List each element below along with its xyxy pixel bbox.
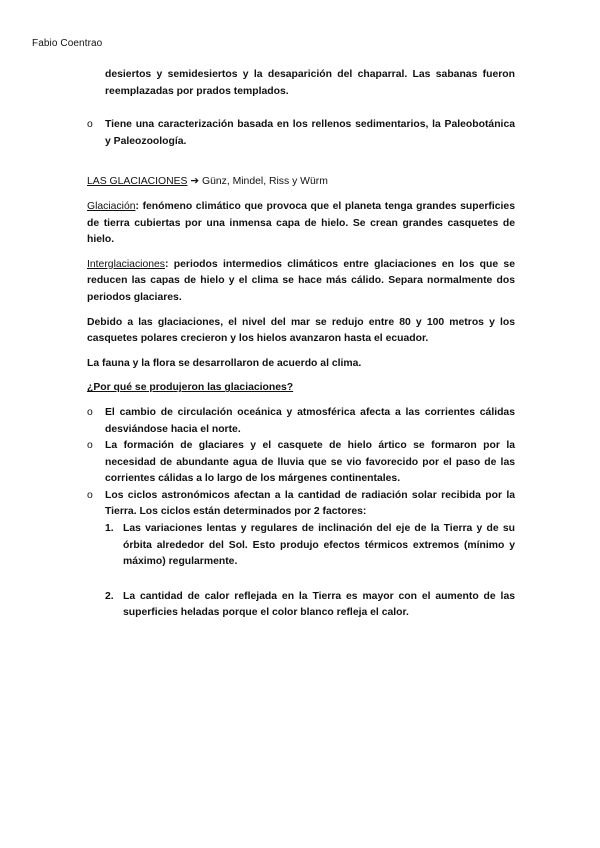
factor-text: La cantidad de calor reflejada en la Tierra es mayor con el aumento de las superficies heladas porque el color blanco refleja el calor. bbox=[123, 590, 515, 619]
factor-number: 2. bbox=[105, 590, 114, 602]
factor-item bbox=[87, 521, 515, 571]
nivel-mar-paragraph: Debido a las glaciaciones, el nivel del mar se redujo entre 80 y 100 metros y los casquetes polares crecieron y los hielos avanzaron hasta el ecuador. bbox=[87, 316, 515, 345]
list-item bbox=[87, 488, 515, 521]
interglaciaciones-paragraph bbox=[87, 257, 515, 307]
document-body bbox=[87, 67, 515, 622]
bullet-marker: o bbox=[87, 119, 93, 131]
header-author: Fabio Coentrao bbox=[32, 38, 103, 49]
list-item-text: La formación de glaciares y el casquete de hielo ártico se formaron por la necesidad de abundante agua de lluvia que se vio favorecido por el paso de las corrientes cálidas a lo largo de los márgenes continentales. bbox=[105, 440, 515, 485]
intro-bullet bbox=[87, 117, 515, 150]
section-heading-title: LAS GLACIACIONES bbox=[87, 176, 188, 188]
factor-text: Las variaciones lentas y regulares de inclinación del eje de la Tierra y de su órbita alrededor del Sol. Esto produjo efectos térmicos extremos (mínimo y máximo) regularmente. bbox=[123, 523, 515, 568]
bullet-marker: o bbox=[87, 406, 93, 418]
list-item bbox=[87, 438, 515, 488]
section-heading-rest: Günz, Mindel, Riss y Würm bbox=[201, 176, 328, 188]
bullet-marker: o bbox=[87, 440, 93, 452]
arrow-icon: ➔ bbox=[190, 176, 200, 188]
bullet-marker: o bbox=[87, 489, 93, 501]
list-item bbox=[87, 405, 515, 438]
section-heading bbox=[87, 174, 515, 191]
glaciacion-definition: : fenómeno climático que provoca que el planeta tenga grandes superficies de tierra cubiertas por una inmensa capa de hielo. Se crean grandes casquetes de hielo. bbox=[87, 200, 515, 246]
list-item-text: El cambio de circulación oceánica y atmosférica afecta a las corrientes cálidas desviándose hacia el norte. bbox=[105, 406, 515, 435]
intro-bullet-text: Tiene una caracterización basada en los rellenos sedimentarios, la Paleobotánica y Paleozoología. bbox=[105, 119, 515, 147]
question-heading: ¿Por qué se produjeron las glaciaciones? bbox=[87, 382, 294, 394]
glaciacion-term: Glaciación bbox=[87, 200, 136, 212]
fauna-flora-paragraph: La fauna y la flora se desarrollaron de acuerdo al clima. bbox=[87, 357, 362, 369]
intro-continuation: desiertos y semidesiertos y la desaparición del chaparral. Las sabanas fueron reemplazadas por prados templados. bbox=[105, 69, 515, 97]
interglaciaciones-definition: : periodos intermedios climáticos entre glaciaciones en los que se reducen las capas de hielo y el clima se hace más cálido. Separa normalmente dos periodos glaciares. bbox=[87, 258, 515, 303]
list-item-text: Los ciclos astronómicos afectan a la cantidad de radiación solar recibida por la Tierra. Los ciclos están determinados por 2 factores: bbox=[105, 489, 515, 518]
interglaciaciones-term: Interglaciaciones bbox=[87, 258, 165, 270]
factor-number: 1. bbox=[105, 523, 114, 535]
glaciacion-paragraph bbox=[87, 199, 515, 249]
factor-item bbox=[87, 589, 515, 622]
